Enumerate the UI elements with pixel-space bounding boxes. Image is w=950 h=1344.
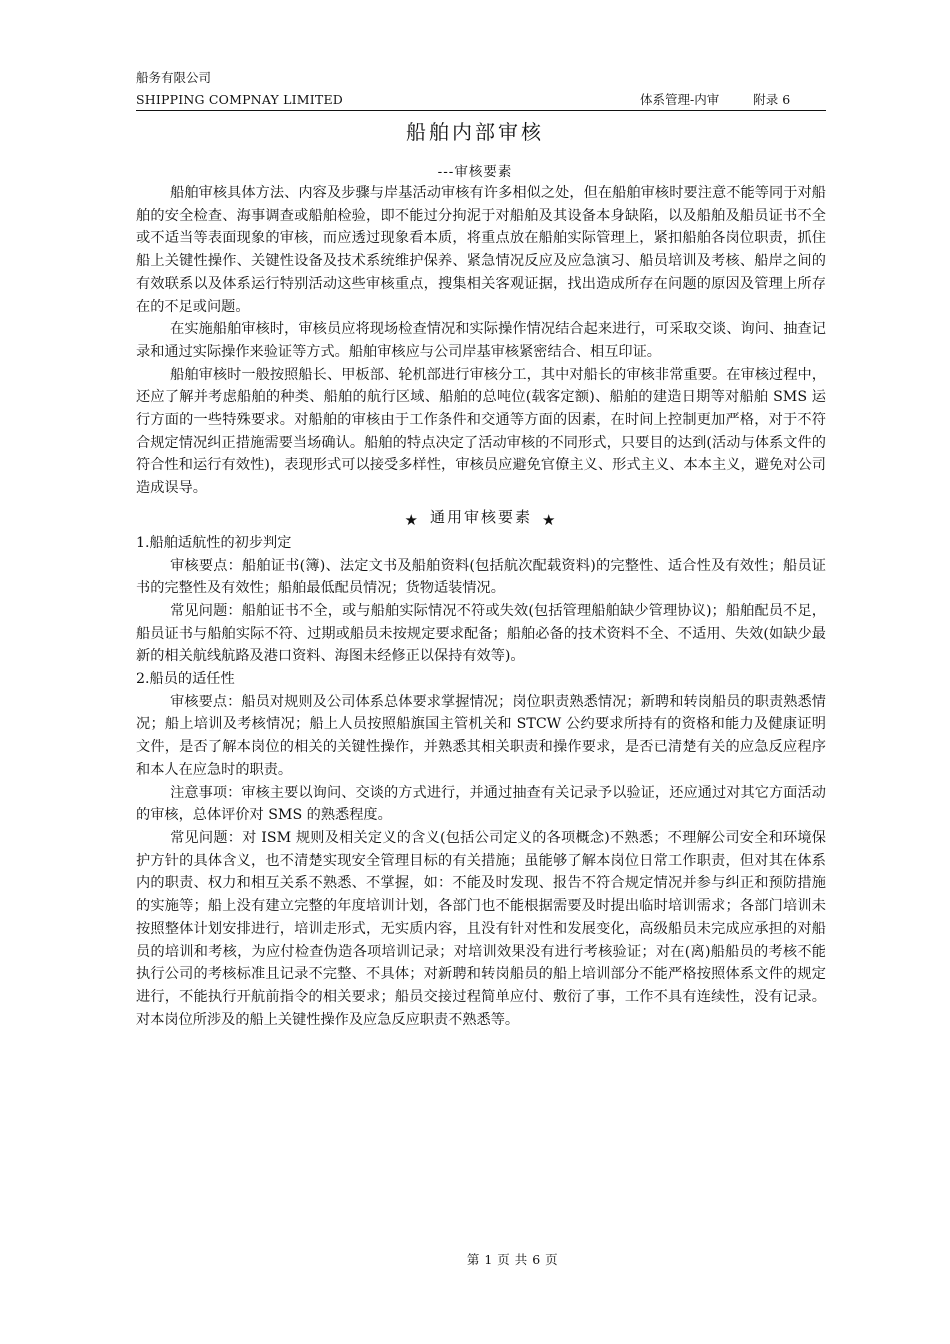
paragraph-intro: 船舶审核具体方法、内容及步骤与岸基活动审核有许多相似之处，但在船舶审核时要注意不能等同于对船舶的安全检查、海事调查或船舶检验，即不能过分拘泥于对船舶及其设备本身缺陷，以及船舶及船员证书不全或不适当等表面现象的审核，而应透过现象看本质，将重点放在船舶实际管理上，紧扣船舶各岗位职责，抓住船上关键性操作、关键性设备及技术系统维护保养、紧急情况反应及应急演习、船员培训及考核、船岸之间的有效联系以及体系运行特别活动这些审核重点，搜集相关客观证据，找出造成所存在问题的原因及管理上所存在的不足或问题。 — [136, 185, 826, 315]
paragraph-method: 在实施船舶审核时，审核员应将现场检查情况和实际操作情况结合起来进行，可采取交谈、询问、抽查记录和通过实际操作来验证等方式。船舶审核应与公司岸基审核紧密结合、相互印证。 — [136, 321, 826, 360]
paragraph-division: 船舶审核时一般按照船长、甲板部、轮机部进行审核分工，其中对船长的审核非常重要。在审核过程中，还应了解并考虑船舶的种类、船舶的航行区域、船舶的总吨位(载客定额)、船舶的建造日期等对船舶 SMS 运行方面的一些特殊要求。对船舶的审核由于工作条件和交通等方面的因素，在时间上控制更加严格，对于不符合规定情况纠正措施需要当场确认。船舶的特点决定了活动审核的不同形式，只要目的达到(活动与体系文件的符合性和运行有效性)，表现形式可以接受多样性，审核员应避免官僚主义、形式主义、本本主义，避免对公司造成误导。 — [136, 366, 826, 497]
header-rule — [136, 110, 826, 111]
item1-points: 审核要点：船舶证书(簿)、法定文书及船舶资料(包括航次配载资料)的完整性、适合性及有效性；船员证书的完整性及有效性；船舶最低配员情况；货物适装情况。 — [136, 557, 826, 597]
header-appendix: 附录 6 — [753, 92, 791, 107]
item2-notes: 注意事项：审核主要以询问、交谈的方式进行，并通过抽查有关记录予以验证，还应通过对其它方面活动的审核，总体评价对 SMS 的熟悉程度。 — [136, 784, 826, 824]
section-heading-text: 通用审核要素 — [429, 507, 532, 526]
header-doc-info — [640, 92, 790, 108]
document-subtitle: ---审核要素 — [437, 164, 513, 180]
section-heading — [136, 502, 826, 532]
page-footer: 第 1 页 共 6 页 — [466, 1252, 559, 1267]
item1-title: 1.船舶适航性的初步判定 — [136, 534, 292, 551]
star-icon: ★ — [404, 510, 420, 529]
item2-title: 2.船员的适任性 — [136, 671, 235, 688]
header-company-cn: 船务有限公司 — [136, 70, 212, 85]
item1-issues: 常见问题：船舶证书不全，或与船舶实际情况不符或失效(包括管理船舶缺少管理协议)；船舶配员不足，船员证书与船舶实际不符、过期或船员未按规定要求配备；船舶必备的技术资料不全、不适用、失效(如缺少最新的相关航线航路及港口资料、海图未经修正以保持有效等)。 — [136, 602, 826, 665]
star-icon: ★ — [542, 510, 558, 529]
item2-issues: 常见问题：对 ISM 规则及相关定义的含义(包括公司定义的各项概念)不熟悉；不理解公司安全和环境保护方针的具体含义，也不清楚实现安全管理目标的有关措施；虽能够了解本岗位日常工作职责，但对其在体系内的职责、权力和相互关系不熟悉、不掌握，如：不能及时发现、报告不符合规定情况并参与纠正和预防措施的实施等；船上没有建立完整的年度培训计划，各部门也不能根据需要及时提出临时培训需求；各部门培训未按照整体计划安排进行，培训走形式，无实质内容，且没有针对性和发展变化，高级船员未完成应承担的对船员的培训和考核，为应付检查伪造各项培训记录；对培训效果没有进行考核验证；对在(离)船船员的考核不能执行公司的考核标准且记录不完整、不具体；对新聘和转岗船员的船上培训部分不能严格按照体系文件的规定进行，不能执行开航前指令的相关要求；船员交接过程简单应付、敷衍了事，工作不具有连续性，没有记录。对本岗位所涉及的船上关键性操作及应急反应职责不熟悉等。 — [136, 829, 826, 1028]
item2-points: 审核要点：船员对规则及公司体系总体要求掌握情况；岗位职责熟悉情况；新聘和转岗船员的职责熟悉情况；船上培训及考核情况；船上人员按照船旗国主管机关和 STCW 公约要求所持有的资格和能力及健康证明文件，是否了解本岗位的相关的关键性操作，并熟悉其相关职责和操作要求，是否已清楚有关的应急反应程序和本人在应急时的职责。 — [136, 693, 826, 778]
document-body — [136, 182, 826, 1031]
header-doc-category: 体系管理-内审 — [640, 92, 720, 107]
header-company-en: SHIPPING COMPNAY LIMITED — [136, 92, 344, 107]
document-title: 船舶内部审核 — [406, 120, 544, 144]
